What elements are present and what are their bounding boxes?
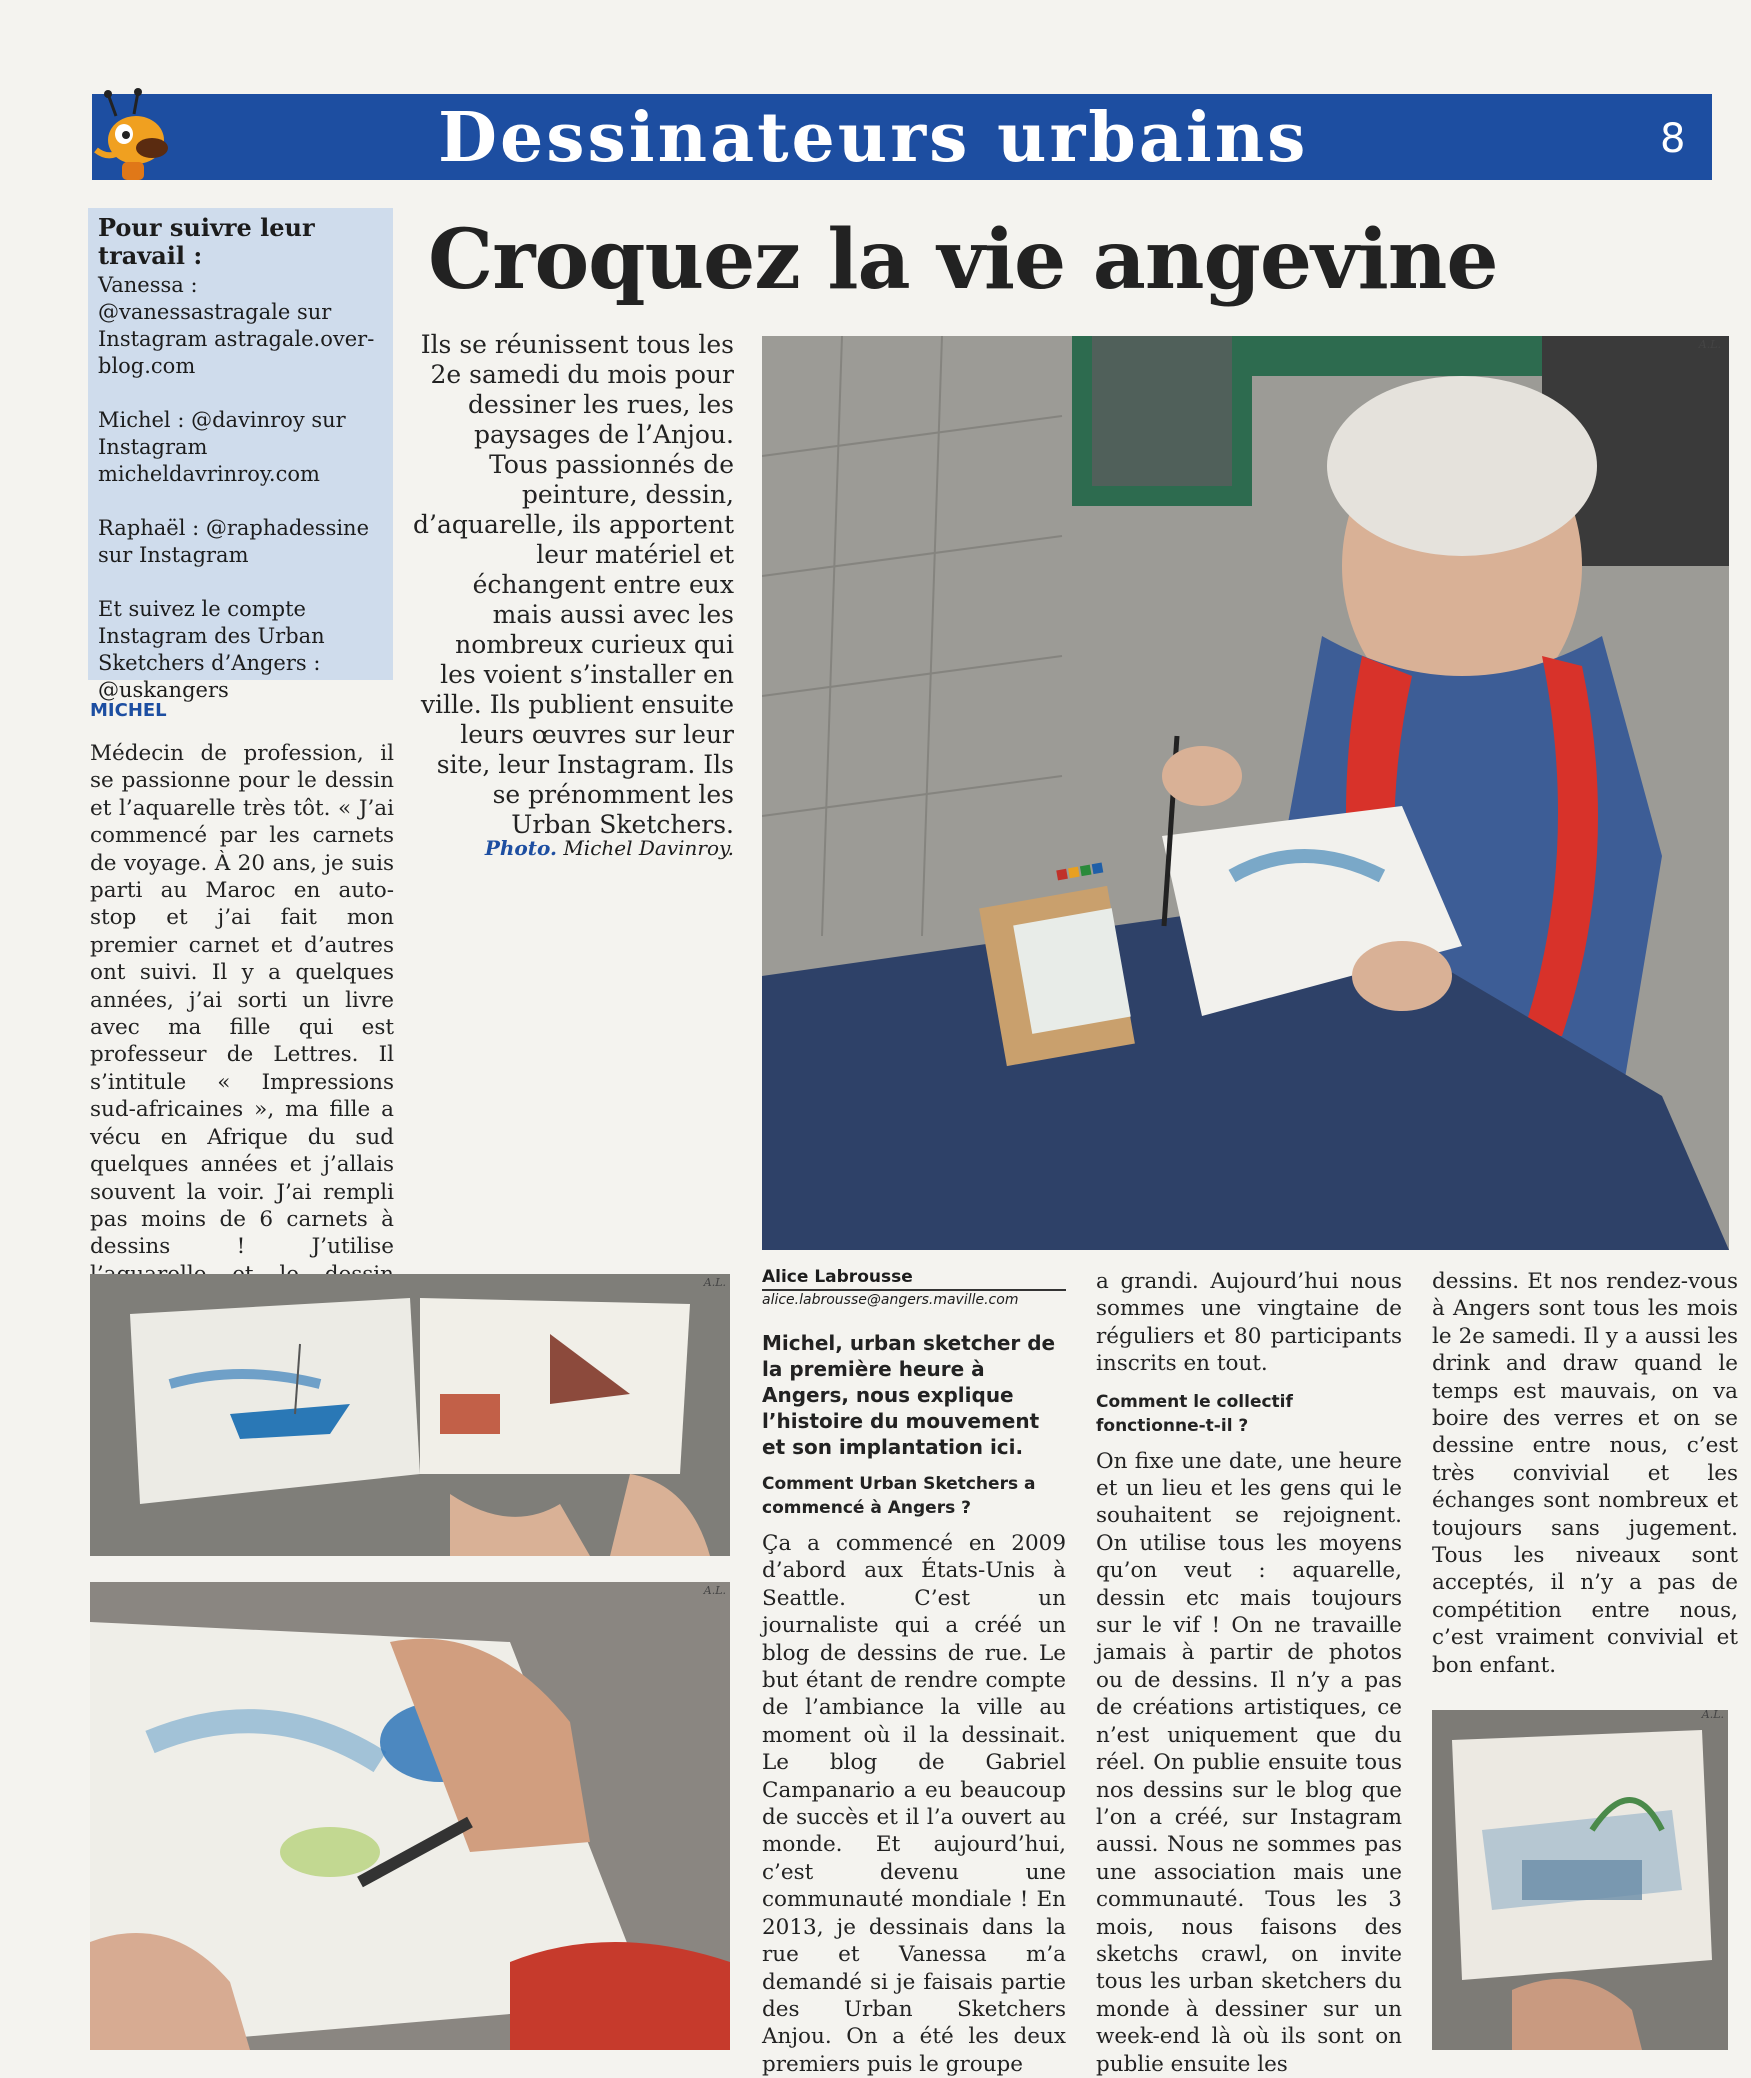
michel-text: Médecin de profession, il se passionne pour le dessin et l’aquarelle très tôt. « J’ai commencé par les carnets de voyage. À 20 ans, je suis parti au Maroc en auto-stop et j’ai fait mon premier carnet et d’autres ont suivi. Il y a quelques années, j’ai sorti un livre avec ma fille qui est professeur de Lettres. Il s’intitule « Impressions sud-africaines », ma fille a vécu en Afrique du sud quelques années et j’allais souvent la voir. J’ai rempli pas moins de 6 carnets à dessins ! J’utilise: [90, 741, 394, 1260]
article-column-2: [1096, 1268, 1402, 2078]
sketchbook-illustration-3: [1432, 1710, 1728, 2050]
section-title: Dessinateurs urbains: [438, 98, 1309, 178]
answer-1: Ça a commencé en 2009 d’abord aux États-Unis à Seattle. C’est un journaliste qui a créé un blog de dessins de rue. Le but étant de rendre compte de l’ambiance la ville au moment où il la dessinait. Le blog de Gabriel Campanario a eu beaucoup de succès et il l’a ouvert au monde. Et aujourd’hui, c’est devenu une communauté mondiale ! En 2013, je dessinais dans la rue et Vanessa m’a demandé si je faisais partie des Urban Sketchers Anjou. On a été les deux premiers puis le groupe: [762, 1531, 1066, 2077]
sketchbook-photo-3: [1432, 1710, 1728, 2050]
chapeau: Ils se réunissent tous les 2e samedi du mois pour dessiner les rues, les paysages de l’Anjou. Tous passionnés de peinture, dessin, d’aquarelle, ils apportent leur matériel et échangent entre eux mais aussi avec les nombreux curieux qui les voient s’installer en ville. Ils publient ensuite leurs œuvres sur leur site, leur Instagram. Ils se prénomment les Urban Sketchers.: [413, 330, 734, 839]
answer-1-continued: a grandi. Aujourd’hui nous sommes une vingtaine de réguliers et 80 participants inscrits en tout.: [1096, 1269, 1402, 1377]
mascot-logo-icon: [86, 88, 182, 188]
photo-credit-name: Michel Davinroy.: [563, 836, 734, 860]
question-1: Comment Urban Sketchers a commencé à Angers ?: [762, 1474, 1036, 1518]
question-2: Comment le collectif fonctionne-t-il ?: [1096, 1391, 1293, 1436]
answer-2: On fixe une date, une heure et un lieu et les gens qui le souhaitent se rejoignent. On utilise tous les moyens qu’on veut : aquarelle, dessin etc mais toujours sur le vif ! On ne travaille jamais à partir de photos ou de dessins. Il n’y a pas de créations artistiques, ce n’est uniquement que du réel. On publie ensuite tous nos dessins sur le blog que l’on a créé, sur Instagram aussi. Nous ne sommes pas une association mais une communauté. Tous les 3 mois, nous faisons des sketchs crawl, on invite tous les urban sketchers du monde à dessiner sur un week-end là où ils sont on publie ensuite les: [1096, 1448, 1402, 2077]
sketch2-credit: A.L.: [703, 1584, 726, 1597]
article-lead: Michel, urban sketcher de la première heure à Angers, nous explique l’histoire du mouvement et son implantation ici.: [762, 1331, 1056, 1459]
info-box-title: Pour suivre leur travail :: [98, 213, 315, 270]
article-column-1: [762, 1330, 1066, 2078]
michel-title: MICHEL: [90, 700, 167, 721]
main-photo-credit: A.L.: [1698, 338, 1721, 351]
author-name: Alice Labrousse: [762, 1267, 913, 1287]
byline-divider: [762, 1289, 1066, 1291]
sketch1-credit: A.L.: [703, 1276, 726, 1289]
main-photo-illustration: [762, 336, 1729, 1250]
sketchbook-photo-1: [90, 1274, 730, 1556]
info-line-account: Et suivez le compte Instagram des Urban Sketchers d’Angers : @uskangers: [98, 597, 325, 702]
info-line-vanessa: Vanessa : @vanessastragale sur Instagram astragale.over-blog.com: [98, 273, 375, 378]
sketchbook-illustration-2: [90, 1582, 730, 2050]
main-photo: [762, 336, 1729, 1250]
headline: Croquez la vie angevine: [428, 212, 1498, 308]
answer-2-continued: dessins. Et nos rendez-vous à Angers sont tous les mois le 2e samedi. Il y a aussi les drink and draw quand le temps est mauvais, on va boire des verres et on se dessine entre nous, c’est très convivial et les échanges sont nombreux et toujours sans jugement. Tous les niveaux sont acceptés, il n’y a pas de compétition entre nous, c’est vraiment convivial et bon enfant.: [1432, 1269, 1738, 1678]
info-box: [88, 208, 393, 702]
photo-credit-label: Photo.: [484, 836, 557, 860]
article-column-3: [1432, 1268, 1738, 1679]
sketchbook-illustration-1: [90, 1274, 730, 1556]
info-line-michel: Michel : @davinroy sur Instagram micheldavrinroy.com: [98, 408, 346, 486]
author-email: alice.labrousse@angers.maville.com: [762, 1292, 1019, 1308]
photo-credit: [430, 836, 734, 866]
page-number: 8: [1660, 116, 1686, 162]
sketchbook-photo-2: [90, 1582, 730, 2050]
sketch3-credit: A.L.: [1701, 1710, 1724, 1721]
info-line-raphael: Raphaël : @raphadessine sur Instagram: [98, 516, 370, 567]
